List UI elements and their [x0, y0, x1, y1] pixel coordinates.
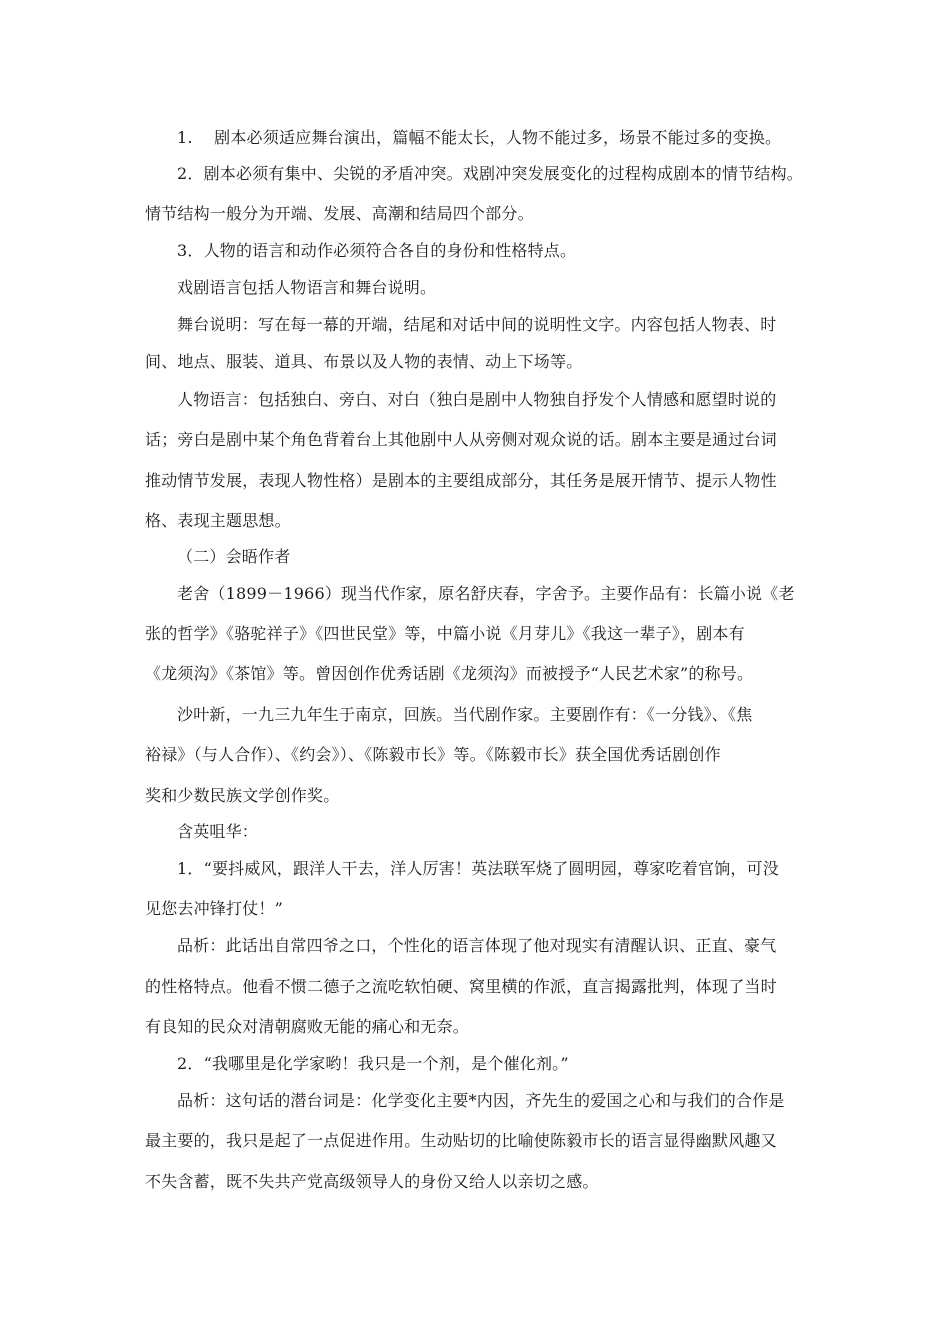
section-heading: 含英咀华：	[177, 822, 259, 841]
text-line: 人物语言：包括独白、旁白、对白（独白是剧中人物独自抒发个人情感和愿望时说的	[177, 390, 777, 409]
text-line: 不失含蓄，既不失共产党高级领导人的身份又给人以亲切之感。	[145, 1172, 599, 1191]
text-line: 1．“要抖威风，跟洋人干去，洋人厉害！英法联军烧了圆明园，尊家吃着官饷，可没	[177, 859, 779, 878]
text-line: 2．“我哪里是化学家哟！我只是一个剂，是个催化剂。”	[177, 1054, 569, 1073]
text-line: 最主要的，我只是起了一点促进作用。生动贴切的比喻使陈毅市长的语言显得幽默风趣又	[145, 1131, 777, 1150]
text-line: 老舍（1899－1966）现当代作家，原名舒庆春，字舍予。主要作品有：长篇小说《老	[177, 584, 795, 603]
text-line: 有良知的民众对清朝腐败无能的痛心和无奈。	[145, 1017, 470, 1036]
text-line: 间、地点、服装、道具、布景以及人物的表情、动上下场等。	[145, 352, 583, 371]
text-line: 情节结构一般分为开端、发展、高潮和结局四个部分。	[145, 204, 534, 223]
text-line: 话；旁白是剧中某个角色背着台上其他剧中人从旁侧对观众说的话。剧本主要是通过台词	[145, 430, 777, 449]
text-line: 裕禄》（与人合作）、《约会》）、《陈毅市长》等。《陈毅市长》获全国优秀话剧创作	[145, 745, 721, 764]
text-line: 2．剧本必须有集中、尖锐的矛盾冲突。戏剧冲突发展变化的过程构成剧本的情节结构。	[177, 164, 803, 183]
text-line: 见您去冲锋打仗！”	[145, 899, 283, 918]
text-line: 3．人物的语言和动作必须符合各自的身份和性格特点。	[177, 241, 577, 260]
text-line: 推动情节发展，表现人物性格）是剧本的主要组成部分，其任务是展开情节、提示人物性	[145, 471, 777, 490]
text-line: 1. 剧本必须适应舞台演出，篇幅不能太长，人物不能过多，场景不能过多的变换。	[177, 128, 782, 147]
section-heading: （二）会晤作者	[177, 547, 291, 566]
text-line: 舞台说明：写在每一幕的开端，结尾和对话中间的说明性文字。内容包括人物表、时	[177, 315, 777, 334]
text-line: 奖和少数民族文学创作奖。	[145, 786, 340, 805]
text-line: 戏剧语言包括人物语言和舞台说明。	[177, 278, 437, 297]
text-line: 品析：这句话的潜台词是：化学变化主要*内因，齐先生的爱国之心和与我们的合作是	[177, 1091, 785, 1110]
text-line: 格、表现主题思想。	[145, 511, 291, 530]
text-line: 沙叶新，一九三九年生于南京，回族。当代剧作家。主要剧作有：《一分钱》、《焦	[177, 705, 753, 724]
text-line: 品析：此话出自常四爷之口，个性化的语言体现了他对现实有清醒认识、正直、豪气	[177, 936, 777, 955]
text-line: 的性格特点。他看不惯二德子之流吃软怕硬、窝里横的作派，直言揭露批判，体现了当时	[145, 977, 777, 996]
text-line: 《龙须沟》《茶馆》等。曾因创作优秀话剧《龙须沟》而被授予“人民艺术家”的称号。	[145, 664, 754, 683]
text-line: 张的哲学》《骆驼祥子》《四世民堂》等，中篇小说《月芽儿》《我这一辈子》，剧本有	[145, 624, 745, 643]
